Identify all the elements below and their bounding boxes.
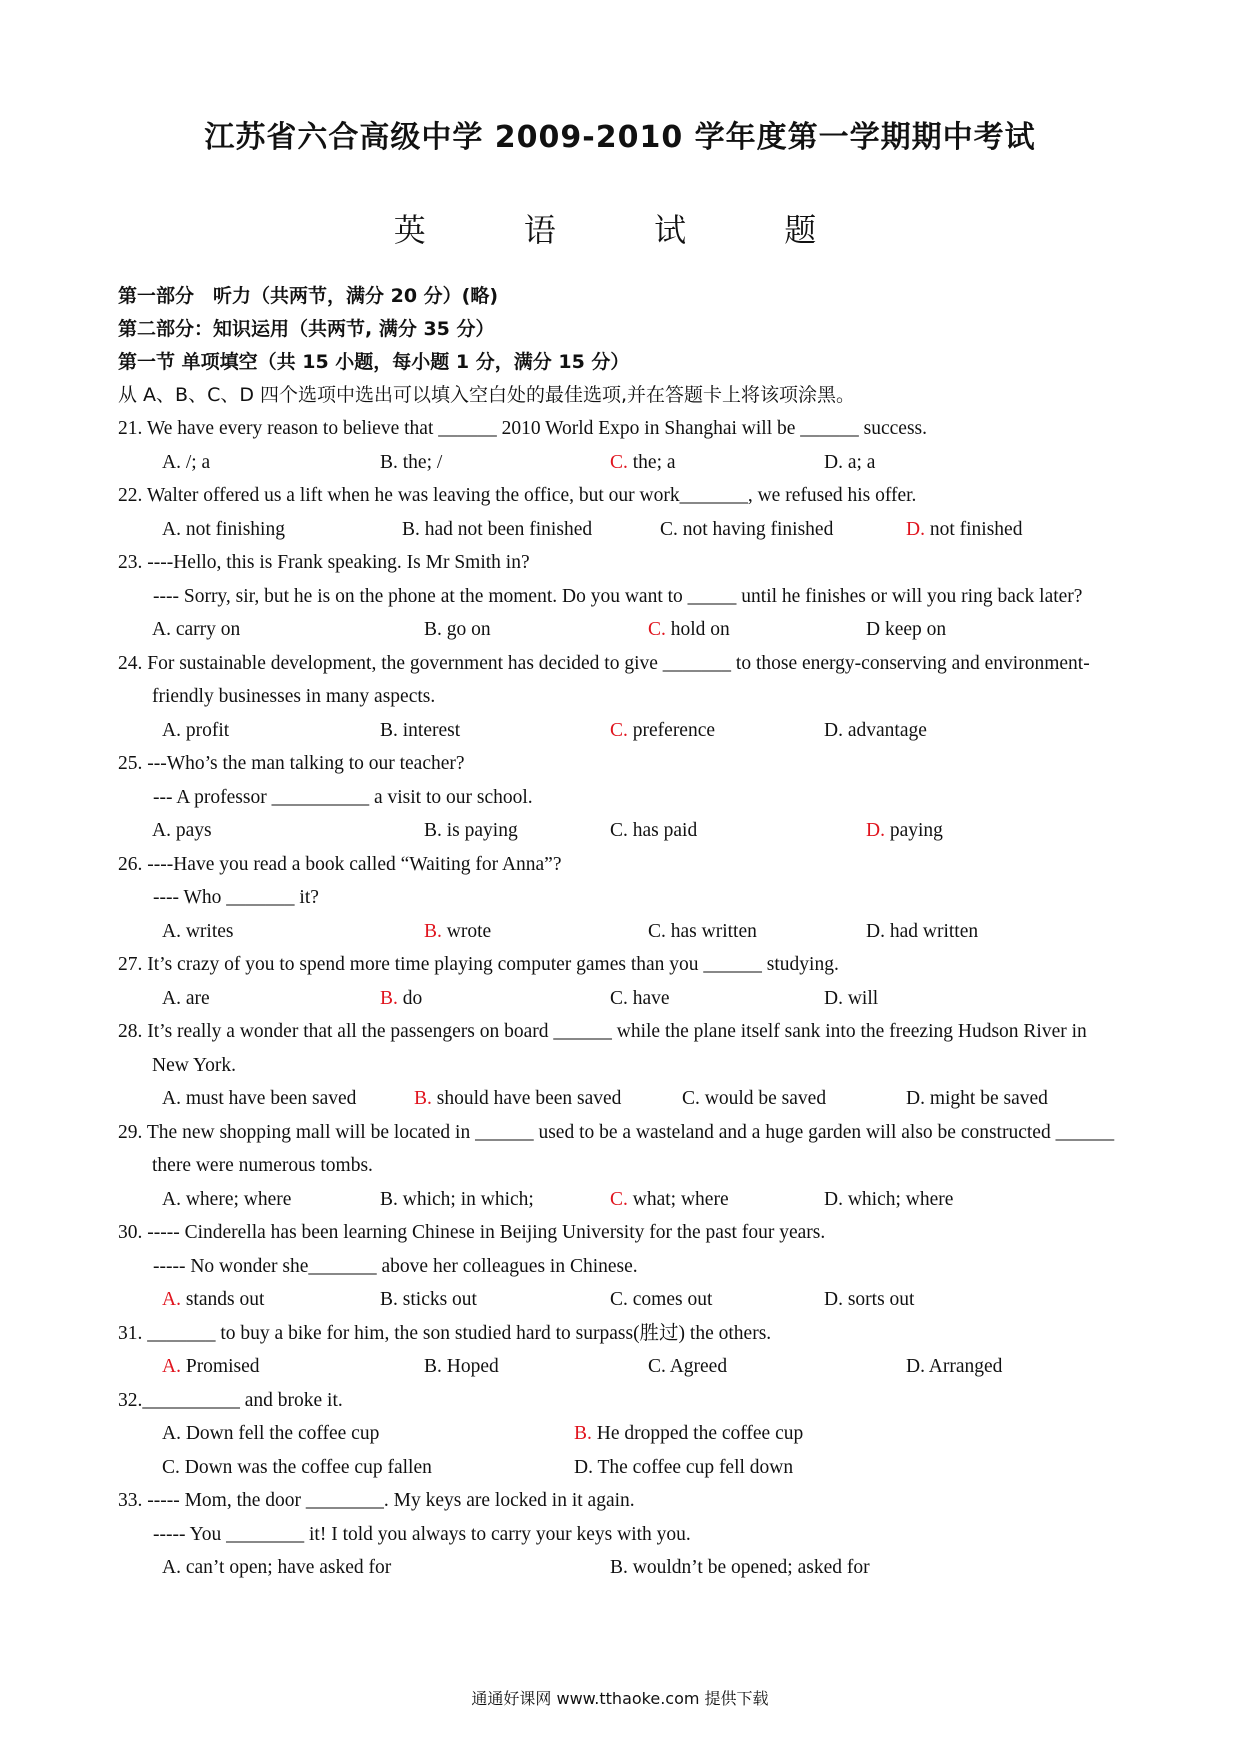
- options-row: [118, 814, 1128, 848]
- question-item: [118, 1484, 1128, 1585]
- answer-option[interactable]: [380, 982, 422, 1016]
- question-stem: 29. The new shopping mall will be located in ______ used to be a wasteland and a huge garden will also be constructed ______ there were numerous tombs.: [118, 1121, 1119, 1176]
- option-text: hold on: [665, 619, 730, 640]
- question-stem: 22. Walter offered us a lift when he was leaving the office, but our work_______, we refused his offer.: [118, 485, 917, 506]
- correct-answer-letter: C.: [610, 1188, 628, 1210]
- option-letter: D.: [824, 451, 843, 473]
- answer-option[interactable]: [424, 613, 491, 647]
- question-item: [118, 412, 1128, 479]
- answer-option[interactable]: [380, 1183, 534, 1217]
- option-text: paying: [884, 820, 943, 841]
- correct-answer-letter: D.: [906, 518, 925, 540]
- option-letter: B.: [424, 619, 442, 640]
- option-letter: A.: [152, 820, 171, 841]
- correct-answer-letter: B.: [414, 1088, 432, 1109]
- options-row: [118, 613, 1128, 647]
- question-stem: 30. ----- Cinderella has been learning Chinese in Beijing University for the past four years.: [118, 1222, 826, 1243]
- options-row: [118, 1417, 1128, 1451]
- option-text: the; a: [627, 451, 676, 473]
- option-letter: B.: [402, 518, 420, 540]
- option-text: a; a: [842, 451, 876, 473]
- option-letter: C.: [648, 920, 666, 942]
- option-text: interest: [397, 719, 461, 741]
- option-text: Down fell the coffee cup: [180, 1423, 380, 1444]
- option-letter: D.: [906, 1356, 925, 1377]
- option-text: not finished: [924, 518, 1023, 540]
- question-item: [118, 479, 1128, 546]
- question-item: [118, 647, 1128, 748]
- answer-option[interactable]: [866, 814, 943, 848]
- option-text: Down was the coffee cup fallen: [179, 1456, 432, 1478]
- answer-option[interactable]: [380, 446, 442, 480]
- option-text: have: [627, 987, 670, 1009]
- option-text: which; in which;: [397, 1188, 534, 1210]
- option-letter: A.: [162, 518, 181, 540]
- instruction-text: 从 A、B、C、D 四个选项中选出可以填入空白处的最佳选项,并在答题卡上将该项涂黑。: [118, 384, 856, 406]
- answer-option[interactable]: [610, 1183, 729, 1217]
- section-heading: 第二部分：知识运用（共两节, 满分 35 分）: [118, 318, 495, 340]
- page-subtitle: 英 语 试 题: [393, 211, 847, 249]
- option-text: Arranged: [924, 1356, 1003, 1377]
- option-text: Hoped: [441, 1356, 499, 1377]
- question-item: [118, 948, 1128, 1015]
- answer-option[interactable]: [162, 1183, 291, 1217]
- option-text: sticks out: [397, 1289, 477, 1310]
- question-stem: 33. ----- Mom, the door ________. My keys are locked in it again.: [118, 1490, 635, 1511]
- answer-option[interactable]: [824, 714, 927, 748]
- correct-answer-letter: C.: [648, 619, 666, 640]
- answer-option[interactable]: [906, 1082, 1048, 1116]
- option-text: which; where: [842, 1188, 954, 1210]
- option-letter: B.: [380, 1188, 398, 1210]
- option-text: stands out: [180, 1289, 265, 1310]
- answer-option[interactable]: [866, 915, 978, 949]
- exam-body: [118, 280, 1128, 1585]
- answer-option[interactable]: [610, 814, 697, 848]
- option-text: not having finished: [677, 518, 834, 540]
- question-stem: 23. ----Hello, this is Frank speaking. Is Mr Smith in?: [118, 552, 530, 573]
- answer-option[interactable]: [610, 982, 670, 1016]
- option-letter: B.: [380, 719, 398, 741]
- answer-option[interactable]: [610, 1283, 712, 1317]
- options-row: [118, 513, 1128, 547]
- option-text: is paying: [441, 820, 518, 841]
- options-row: [118, 1283, 1128, 1317]
- option-text: Agreed: [665, 1356, 728, 1377]
- answer-option[interactable]: [648, 915, 757, 949]
- answer-option[interactable]: [574, 1417, 803, 1451]
- question-item: [118, 1116, 1128, 1217]
- option-text: wrote: [441, 920, 492, 942]
- option-text: will: [842, 987, 879, 1009]
- answer-option[interactable]: [610, 446, 676, 480]
- option-letter: D.: [906, 1088, 925, 1109]
- option-letter: D: [866, 619, 881, 640]
- answer-option[interactable]: [906, 513, 1022, 547]
- option-text: should have been saved: [431, 1088, 622, 1109]
- answer-option[interactable]: [574, 1451, 793, 1485]
- option-letter: C.: [660, 518, 678, 540]
- option-text: comes out: [627, 1289, 713, 1310]
- option-text: had written: [884, 920, 979, 942]
- option-letter: C.: [610, 820, 628, 841]
- question-item: [118, 546, 1128, 647]
- option-letter: D.: [824, 1289, 843, 1310]
- answer-option[interactable]: [824, 446, 875, 480]
- option-letter: D.: [824, 1188, 843, 1210]
- question-stem: ----- No wonder she_______ above her colleagues in Chinese.: [153, 1255, 638, 1277]
- section-headers: [118, 280, 1128, 412]
- answer-option[interactable]: [906, 1350, 1002, 1384]
- options-row: [118, 982, 1128, 1016]
- section-heading: 第一节 单项填空（共 15 小题，每小题 1 分，满分 15 分）: [118, 351, 630, 373]
- answer-option[interactable]: [648, 1350, 727, 1384]
- options-row: [118, 1350, 1128, 1384]
- question-item: [118, 747, 1128, 848]
- answer-option[interactable]: [414, 1082, 621, 1116]
- option-letter: D.: [824, 719, 843, 741]
- option-letter: B.: [380, 451, 398, 473]
- answer-option[interactable]: [424, 915, 491, 949]
- options-row: [118, 1551, 1128, 1585]
- question-stem: ----- You ________ it! I told you always to carry your keys with you.: [153, 1523, 691, 1545]
- answer-option[interactable]: [162, 1283, 264, 1317]
- option-text: wouldn’t be opened; asked for: [627, 1557, 870, 1578]
- option-letter: B.: [424, 820, 442, 841]
- options-row: [118, 1451, 1128, 1485]
- option-letter: A.: [162, 1088, 181, 1109]
- option-letter: D.: [866, 920, 885, 942]
- correct-answer-letter: C.: [610, 451, 628, 473]
- correct-answer-letter: C.: [610, 719, 628, 741]
- answer-option[interactable]: [162, 513, 285, 547]
- answer-option[interactable]: [824, 1283, 914, 1317]
- answer-option[interactable]: [866, 613, 946, 647]
- correct-answer-letter: A.: [162, 1356, 181, 1377]
- option-text: preference: [627, 719, 716, 741]
- answer-option[interactable]: [162, 1082, 356, 1116]
- options-row: [118, 714, 1128, 748]
- question-item: [118, 1015, 1128, 1116]
- option-text: advantage: [842, 719, 927, 741]
- option-text: The coffee cup fell down: [592, 1456, 794, 1478]
- option-text: are: [180, 987, 210, 1009]
- question-stem: ---- Who _______ it?: [153, 887, 319, 908]
- correct-answer-letter: B.: [424, 920, 442, 942]
- option-letter: D.: [824, 987, 843, 1009]
- correct-answer-letter: A.: [162, 1289, 181, 1310]
- options-row: [118, 1082, 1128, 1116]
- answer-option[interactable]: [402, 513, 592, 547]
- question-stem: ---- Sorry, sir, but he is on the phone at the moment. Do you want to _____ until he finishes or will you ring back later?: [153, 585, 1083, 607]
- question-list: [118, 412, 1128, 1585]
- answer-option[interactable]: [152, 613, 240, 647]
- answer-option[interactable]: [162, 1551, 391, 1585]
- option-text: do: [397, 987, 423, 1009]
- option-text: had not been finished: [419, 518, 593, 540]
- question-stem: 25. ---Who’s the man talking to our teacher?: [118, 753, 465, 774]
- option-letter: B.: [380, 1289, 398, 1310]
- question-item: [118, 1384, 1128, 1485]
- answer-option[interactable]: [380, 714, 460, 748]
- options-row: [118, 446, 1128, 480]
- answer-option[interactable]: [610, 1551, 870, 1585]
- answer-option[interactable]: [162, 1350, 260, 1384]
- answer-option[interactable]: [152, 814, 212, 848]
- option-letter: A.: [152, 619, 171, 640]
- option-text: not finishing: [180, 518, 285, 540]
- answer-option[interactable]: [162, 714, 229, 748]
- option-text: carry on: [170, 619, 241, 640]
- option-text: keep on: [880, 619, 947, 640]
- correct-answer-letter: B.: [574, 1423, 592, 1444]
- answer-option[interactable]: [610, 714, 715, 748]
- option-letter: C.: [610, 1289, 628, 1310]
- option-letter: B.: [424, 1356, 442, 1377]
- page-title: 江苏省六合高级中学 2009-2010 学年度第一学期期中考试: [204, 120, 1036, 155]
- question-stem: 27. It’s crazy of you to spend more time playing computer games than you ______ studying.: [118, 954, 839, 975]
- option-text: pays: [170, 820, 212, 841]
- option-letter: A.: [162, 451, 181, 473]
- option-text: must have been saved: [180, 1088, 357, 1109]
- option-letter: A.: [162, 1557, 181, 1578]
- options-row: [118, 1183, 1128, 1217]
- option-text: profit: [180, 719, 230, 741]
- option-text: might be saved: [924, 1088, 1048, 1109]
- question-item: [118, 848, 1128, 949]
- option-letter: A.: [162, 719, 181, 741]
- question-stem: 21. We have every reason to believe that ______ 2010 World Expo in Shanghai will be ______ success.: [118, 418, 928, 439]
- answer-option[interactable]: [648, 613, 730, 647]
- option-text: has written: [665, 920, 757, 942]
- answer-option[interactable]: [424, 1350, 499, 1384]
- option-letter: A.: [162, 920, 181, 942]
- correct-answer-letter: B.: [380, 987, 398, 1009]
- option-text: go on: [441, 619, 491, 640]
- question-stem: 31. _______ to buy a bike for him, the son studied hard to surpass(胜过) the others.: [118, 1322, 772, 1344]
- section-heading: 第一部分 听力（共两节，满分 20 分）(略): [118, 285, 499, 307]
- page-footer: 通通好课网 www.tthaoke.com 提供下载: [471, 1689, 769, 1708]
- answer-option[interactable]: [162, 1417, 379, 1451]
- answer-option[interactable]: [682, 1082, 826, 1116]
- answer-option[interactable]: [824, 1183, 953, 1217]
- option-letter: C.: [682, 1088, 700, 1109]
- option-text: would be saved: [699, 1088, 827, 1109]
- option-letter: C.: [162, 1456, 180, 1478]
- answer-option[interactable]: [162, 915, 234, 949]
- option-text: what; where: [627, 1188, 729, 1210]
- question-item: [118, 1317, 1128, 1384]
- answer-option[interactable]: [162, 1451, 432, 1485]
- option-text: the; /: [397, 451, 443, 473]
- question-stem: 24. For sustainable development, the government has decided to give _______ to those energy-conserving and environment-friendly businesses in many aspects.: [118, 652, 1090, 707]
- answer-option[interactable]: [424, 814, 518, 848]
- option-text: writes: [180, 920, 234, 942]
- option-text: has paid: [627, 820, 698, 841]
- option-text: He dropped the coffee cup: [591, 1423, 804, 1444]
- answer-option[interactable]: [162, 446, 210, 480]
- option-letter: D.: [574, 1456, 593, 1478]
- question-stem: --- A professor __________ a visit to our school.: [153, 786, 533, 808]
- correct-answer-letter: D.: [866, 820, 885, 841]
- option-letter: C.: [648, 1356, 666, 1377]
- answer-option[interactable]: [380, 1283, 477, 1317]
- option-letter: B.: [610, 1557, 628, 1578]
- question-stem: 32.__________ and broke it.: [118, 1389, 343, 1411]
- question-stem: 26. ----Have you read a book called “Waiting for Anna”?: [118, 853, 562, 875]
- option-text: can’t open; have asked for: [180, 1557, 392, 1578]
- option-text: /; a: [180, 451, 211, 473]
- option-text: sorts out: [842, 1289, 915, 1310]
- question-item: [118, 1216, 1128, 1317]
- option-letter: A.: [162, 987, 181, 1009]
- option-letter: A.: [162, 1423, 181, 1444]
- answer-option[interactable]: [824, 982, 878, 1016]
- option-letter: C.: [610, 987, 628, 1009]
- question-stem: 28. It’s really a wonder that all the passengers on board ______ while the plane itself sank into the freezing Hudson River in New York.: [118, 1021, 1092, 1076]
- options-row: [118, 915, 1128, 949]
- option-letter: A.: [162, 1188, 181, 1210]
- answer-option[interactable]: [660, 513, 833, 547]
- option-text: Promised: [180, 1356, 260, 1377]
- option-text: where; where: [180, 1188, 292, 1210]
- answer-option[interactable]: [162, 982, 210, 1016]
